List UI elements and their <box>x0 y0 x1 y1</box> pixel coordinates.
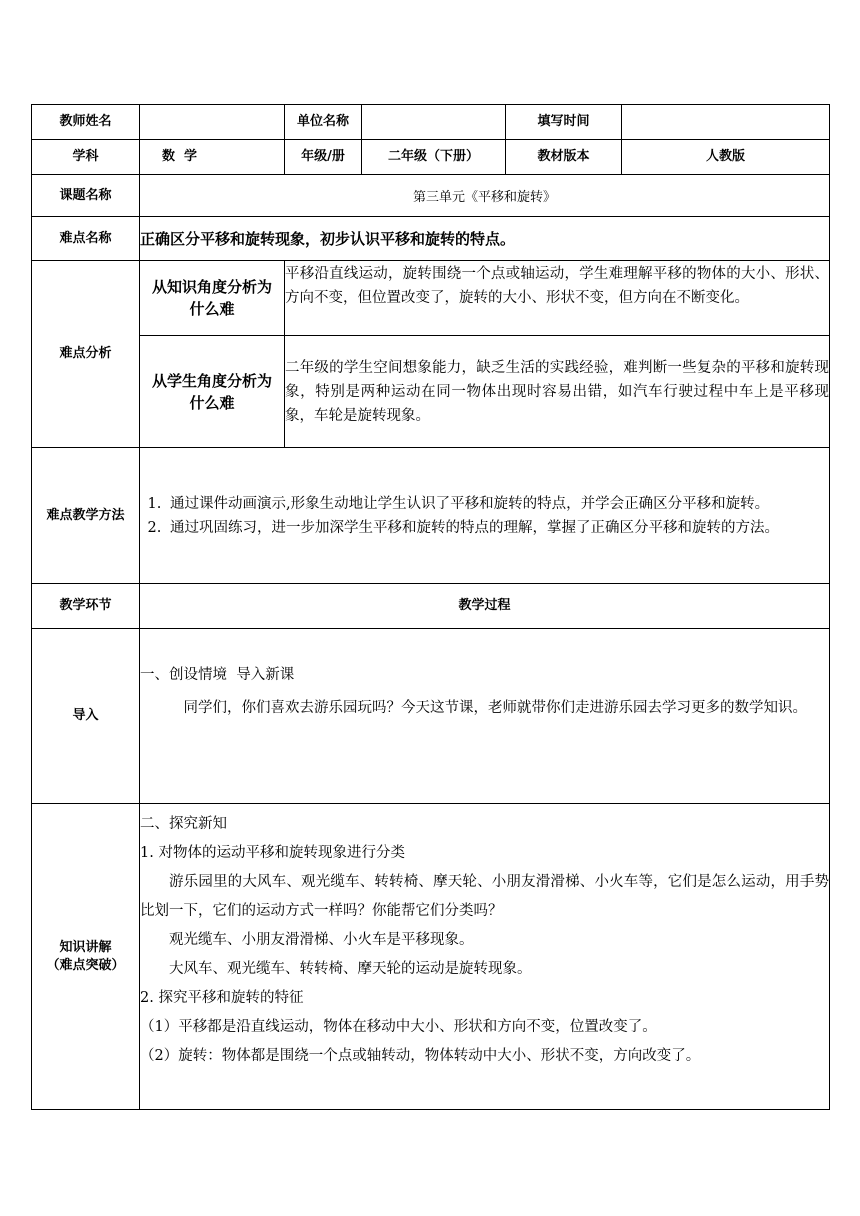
fill-time-label: 填写时间 <box>506 105 622 140</box>
knowledge-p1: 游乐园里的大风车、观光缆车、转转椅、摩天轮、小朋友滑滑梯、小火车等，它们是怎么运动，用手势比划一下，它们的运动方式一样吗？你能帮它们分类吗？ <box>140 874 829 919</box>
analysis-label: 难点分析 <box>32 261 140 448</box>
knowledge-sub1: 1. 对物体的运动平移和旋转现象进行分类 <box>140 845 405 861</box>
grade-label: 年级/册 <box>285 140 362 175</box>
methods-list <box>140 492 829 540</box>
teacher-name-label: 教师姓名 <box>32 105 140 140</box>
intro-row <box>32 629 830 804</box>
edition-label: 教材版本 <box>506 140 622 175</box>
intro-label: 导入 <box>32 629 140 804</box>
lesson-plan-table <box>31 104 830 1110</box>
topic-row <box>32 175 830 217</box>
grade-value: 二年级（下册） <box>362 140 506 175</box>
methods-item-2: 2. 通过巩固练习，进一步加深学生平移和旋转的特点的理解，掌握了正确区分平移和旋转的方法。 <box>166 516 821 540</box>
student-angle-text: 二年级的学生空间想象能力，缺乏生活的实践经验，难判断一些复杂的平移和旋转现象，特别是两种运动在同一物体出现时容易出错，如汽车行驶过程中车上是平移现象，车轮是旋转现象。 <box>285 336 830 448</box>
methods-item-1: 1. 通过课件动画演示,形象生动地让学生认识了平移和旋转的特点，并学会正确区分平移和旋转。 <box>166 492 821 516</box>
intro-cell <box>140 629 830 804</box>
knowledge-label-line1: 知识讲解 <box>59 939 112 955</box>
knowledge-heading: 二、探究新知 <box>140 816 227 832</box>
edition-value: 人教版 <box>622 140 830 175</box>
knowledge-label-line2: （难点突破） <box>46 957 125 973</box>
unit-value <box>362 105 506 140</box>
topic-label: 课题名称 <box>32 175 140 217</box>
intro-text: 同学们，你们喜欢去游乐园玩吗？今天这节课，老师就带你们走进游乐园去学习更多的数学知识。 <box>183 700 807 716</box>
subject-label: 学科 <box>32 140 140 175</box>
methods-label: 难点教学方法 <box>32 448 140 584</box>
subject-value: 数 学 <box>140 140 285 175</box>
knowledge-angle-text: 平移沿直线运动，旋转围绕一个点或轴运动，学生难理解平移的物体的大小、形状、方向不变，但位置改变了，旋转的大小、形状不变，但方向在不断变化。 <box>285 261 830 336</box>
student-angle-label: 从学生角度分析为什么难 <box>140 336 285 448</box>
difficulty-value: 正确区分平移和旋转现象，初步认识平移和旋转的特点。 <box>140 217 830 261</box>
intro-heading: 一、创设情境 导入新课 <box>140 667 295 683</box>
teacher-name-value <box>140 105 285 140</box>
process-header-row <box>32 584 830 629</box>
difficulty-label: 难点名称 <box>32 217 140 261</box>
header-row-1 <box>32 105 830 140</box>
knowledge-sub2: 2. 探究平移和旋转的特征 <box>140 990 304 1006</box>
stage-label: 教学环节 <box>32 584 140 629</box>
header-row-2 <box>32 140 830 175</box>
knowledge-p2: 观光缆车、小朋友滑滑梯、小火车是平移现象。 <box>169 932 474 948</box>
topic-value: 第三单元《平移和旋转》 <box>140 175 830 217</box>
fill-time-value <box>622 105 830 140</box>
knowledge-p4: （1）平移都是沿直线运动，物体在移动中大小、形状和方向不变，位置改变了。 <box>140 1019 657 1035</box>
knowledge-label-cell <box>32 804 140 1110</box>
analysis-row-knowledge <box>32 261 830 336</box>
unit-label: 单位名称 <box>285 105 362 140</box>
knowledge-angle-label: 从知识角度分析为什么难 <box>140 261 285 336</box>
process-label: 教学过程 <box>140 584 830 629</box>
analysis-row-student <box>32 336 830 448</box>
knowledge-p5: （2）旋转：物体都是围绕一个点或轴转动，物体转动中大小、形状不变，方向改变了。 <box>140 1048 701 1064</box>
knowledge-cell <box>140 804 830 1110</box>
knowledge-p3: 大风车、观光缆车、转转椅、摩天轮的运动是旋转现象。 <box>169 961 532 977</box>
knowledge-row <box>32 804 830 1110</box>
methods-cell <box>140 448 830 584</box>
methods-row <box>32 448 830 584</box>
difficulty-row <box>32 217 830 261</box>
